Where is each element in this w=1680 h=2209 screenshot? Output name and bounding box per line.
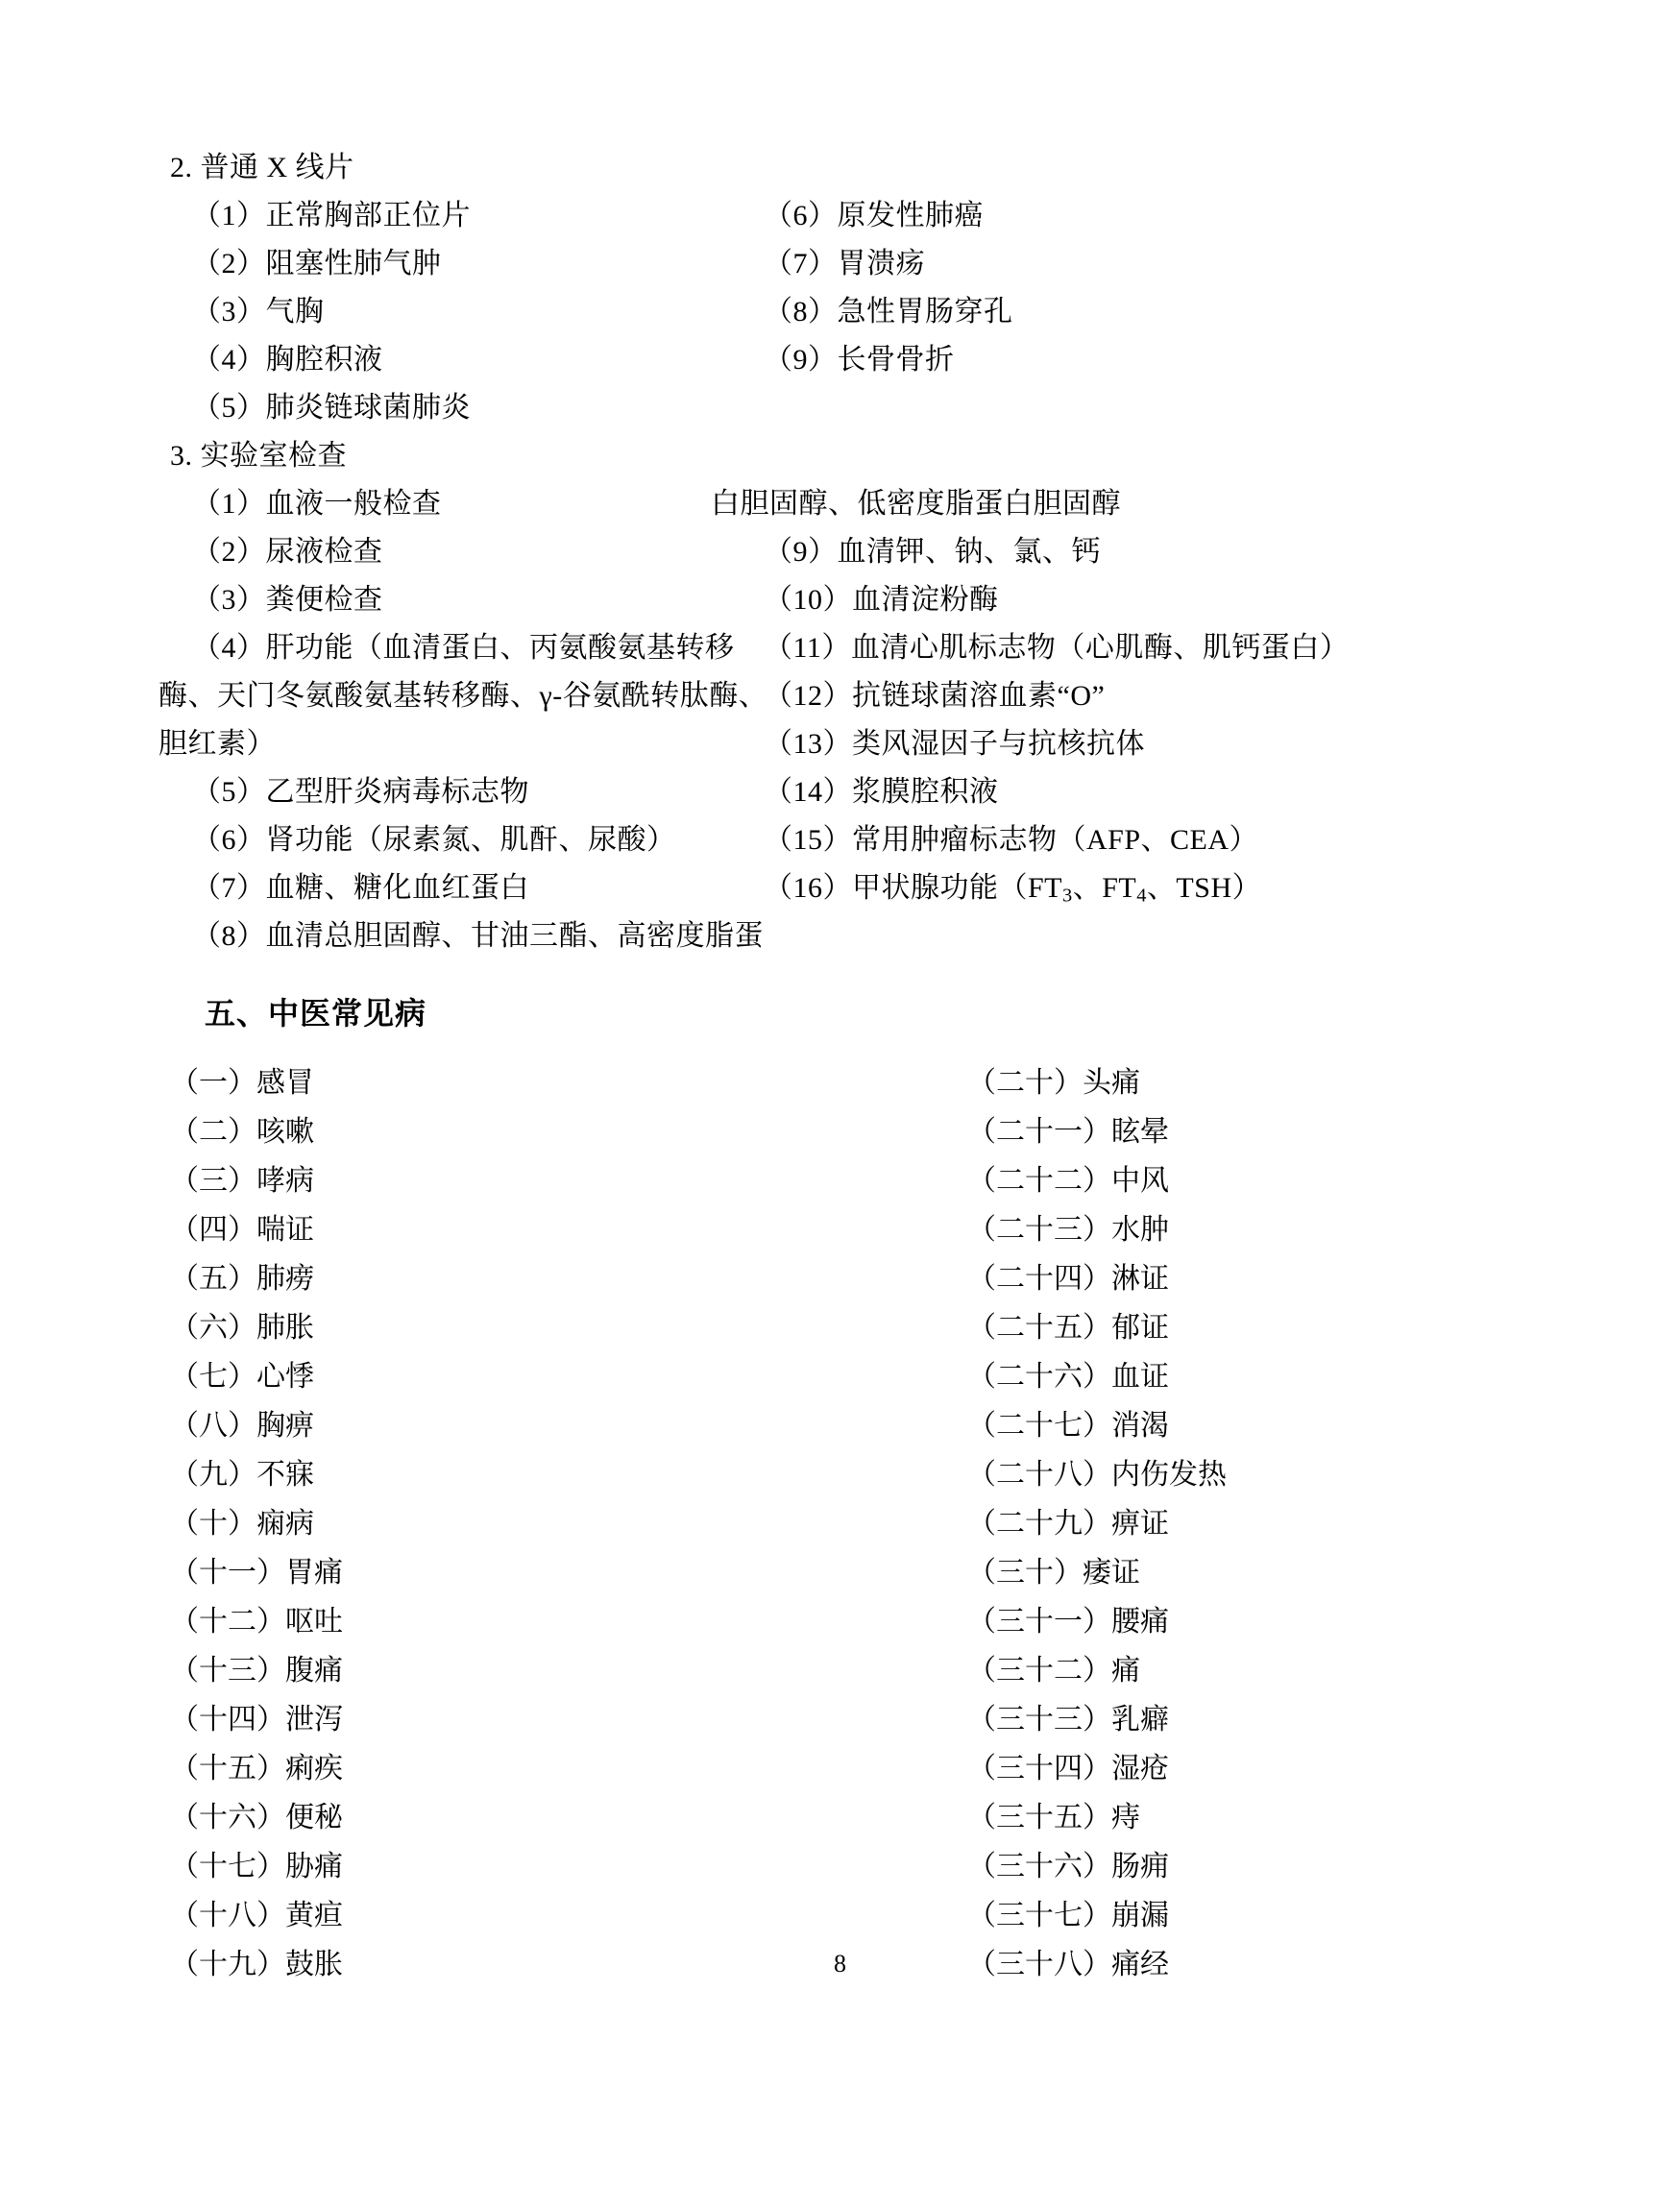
- tcm-list-row: [158, 1450, 1522, 1499]
- tcm-item: （十二）呕吐: [170, 1606, 343, 1638]
- lab-section: [158, 432, 1522, 960]
- thyroid-sub-4: 4: [1136, 885, 1147, 907]
- lab-item: （4）肝功能（血清蛋白、丙氨酸氨基转移: [192, 632, 735, 664]
- tcm-item: （二十六）血证: [967, 1361, 1169, 1393]
- tcm-item: （三十）痿证: [967, 1557, 1140, 1589]
- tcm-item: （十八）黄疸: [170, 1900, 343, 1931]
- tcm-item: （二十二）中风: [967, 1165, 1169, 1197]
- tcm-list-row: [158, 1744, 1522, 1793]
- tcm-item: （五）肺痨: [170, 1263, 314, 1295]
- xray-item: （5）肺炎链球菌肺炎: [192, 392, 471, 424]
- xray-item: （2）阻塞性肺气肿: [192, 248, 442, 279]
- tcm-item: （三十八）痛经: [967, 1949, 1169, 1980]
- tcm-item: （十）痫病: [170, 1508, 314, 1540]
- page-number: 8: [834, 1950, 846, 1978]
- tcm-section-heading: 五、中医常见病: [205, 996, 427, 1031]
- xray-left-column: [158, 144, 639, 432]
- spacer: [764, 144, 1522, 192]
- tcm-item: （十四）泄泻: [170, 1704, 343, 1736]
- tcm-list-row: [158, 1891, 1522, 1940]
- tcm-list-row: [158, 1401, 1522, 1450]
- xray-item: （7）胃溃疡: [764, 248, 925, 279]
- tcm-item: （一）感冒: [170, 1067, 314, 1099]
- xray-item: （6）原发性肺癌: [764, 200, 984, 231]
- lab-item: （10）血清淀粉酶: [764, 584, 999, 616]
- xray-item: （3）气胸: [192, 296, 325, 328]
- lab-item: （11）血清心肌标志物（心肌酶、肌钙蛋白）: [764, 632, 1350, 664]
- tcm-list-row: [158, 1205, 1522, 1254]
- page-content: [158, 144, 1522, 1989]
- lab-item: （7）血糖、糖化血红蛋白: [192, 872, 529, 904]
- tcm-item: （十一）胃痛: [170, 1557, 343, 1589]
- lab-item-continuation: 酶、天门冬氨酸氨基转移酶、γ-谷氨酰转肽酶、: [158, 680, 768, 712]
- lab-item: （14）浆膜腔积液: [764, 776, 999, 808]
- tcm-item: （十七）胁痛: [170, 1851, 343, 1882]
- lab-section-title: 3. 实验室检查: [170, 440, 347, 472]
- lab-item: （1）血液一般检查: [192, 488, 442, 520]
- xray-section: [158, 144, 1522, 432]
- tcm-item: （十五）痢疾: [170, 1753, 343, 1784]
- xray-item: （8）急性胃肠穿孔: [764, 296, 1013, 328]
- tcm-item: （三十七）崩漏: [967, 1900, 1169, 1931]
- tcm-item: （二十九）痹证: [967, 1508, 1169, 1540]
- lab-item-continuation: 白胆固醇、低密度脂蛋白胆固醇: [711, 488, 1121, 520]
- tcm-item: （二）咳嗽: [170, 1116, 314, 1148]
- tcm-list-row: [158, 1597, 1522, 1646]
- tcm-list-row: [158, 1352, 1522, 1401]
- xray-item: （9）长骨骨折: [764, 344, 955, 376]
- tcm-item: （九）不寐: [170, 1459, 314, 1491]
- xray-item: （4）胸腔积液: [192, 344, 383, 376]
- tcm-item: （三十三）乳癖: [967, 1704, 1169, 1736]
- tcm-list-row: [158, 1548, 1522, 1597]
- tcm-disease-list: [158, 1058, 1522, 1989]
- tcm-list-row: [158, 1058, 1522, 1107]
- tcm-list-row: [158, 1793, 1522, 1842]
- tcm-item: （十六）便秘: [170, 1802, 343, 1833]
- tcm-item: （二十七）消渴: [967, 1410, 1169, 1442]
- lab-item: （9）血清钾、钠、氯、钙: [764, 536, 1101, 568]
- thyroid-prefix: （16）甲状腺功能（FT: [764, 872, 1063, 904]
- tcm-item: （二十一）眩晕: [967, 1116, 1169, 1148]
- tcm-item: （七）心悸: [170, 1361, 314, 1393]
- lab-left-column: [158, 432, 768, 960]
- tcm-item: （八）胸痹: [170, 1410, 314, 1442]
- tcm-list-row: [158, 1254, 1522, 1303]
- lab-item-thyroid: [639, 864, 1522, 919]
- lab-right-column: [639, 432, 1522, 919]
- lab-item: （15）常用肿瘤标志物（AFP、CEA）: [764, 824, 1259, 856]
- lab-item: （5）乙型肝炎病毒标志物: [192, 776, 529, 808]
- lab-item: （8）血清总胆固醇、甘油三酯、高密度脂蛋: [192, 920, 764, 952]
- lab-item: （13）类风湿因子与抗核抗体: [764, 728, 1145, 760]
- tcm-item: （六）肺胀: [170, 1312, 314, 1344]
- tcm-item: （四）喘证: [170, 1214, 314, 1246]
- tcm-item: （三十四）湿疮: [967, 1753, 1169, 1784]
- tcm-list-row: [158, 1156, 1522, 1205]
- lab-item: （2）尿液检查: [192, 536, 383, 568]
- xray-item: （1）正常胸部正位片: [192, 200, 471, 231]
- thyroid-suffix: 、TSH）: [1146, 872, 1262, 904]
- tcm-item: （二十三）水肿: [967, 1214, 1169, 1246]
- tcm-item: （十九）鼓胀: [170, 1949, 343, 1980]
- tcm-item: （三十五）痔: [967, 1802, 1140, 1833]
- lab-item-continuation: 胆红素）: [158, 728, 276, 760]
- lab-item: （3）粪便检查: [192, 584, 383, 616]
- tcm-list-row: [158, 1842, 1522, 1891]
- tcm-item: （二十）头痛: [967, 1067, 1140, 1099]
- tcm-list-row: [158, 1303, 1522, 1352]
- spacer: [639, 432, 1522, 480]
- thyroid-sub-3: 3: [1062, 885, 1073, 907]
- tcm-item: （三十一）腰痛: [967, 1606, 1169, 1638]
- tcm-item: （十三）腹痛: [170, 1655, 343, 1687]
- tcm-list-row: [158, 1107, 1522, 1156]
- thyroid-mid: 、FT: [1072, 872, 1137, 904]
- tcm-list-row: [158, 1646, 1522, 1695]
- xray-section-title: 2. 普通 X 线片: [170, 152, 354, 183]
- tcm-item: （三十六）肠痈: [967, 1851, 1169, 1882]
- tcm-item: （二十五）郁证: [967, 1312, 1169, 1344]
- tcm-item: （二十四）淋证: [967, 1263, 1169, 1295]
- tcm-item: （三）哮病: [170, 1165, 314, 1197]
- lab-item: （6）肾功能（尿素氮、肌酐、尿酸）: [192, 824, 676, 856]
- tcm-item: （二十八）内伤发热: [967, 1459, 1227, 1491]
- lab-item: （12）抗链球菌溶血素“O”: [764, 680, 1106, 712]
- tcm-list-row: [158, 1695, 1522, 1744]
- tcm-list-row: [158, 1499, 1522, 1548]
- tcm-item: （三十二）痛: [967, 1655, 1140, 1687]
- xray-right-column: [639, 144, 1522, 384]
